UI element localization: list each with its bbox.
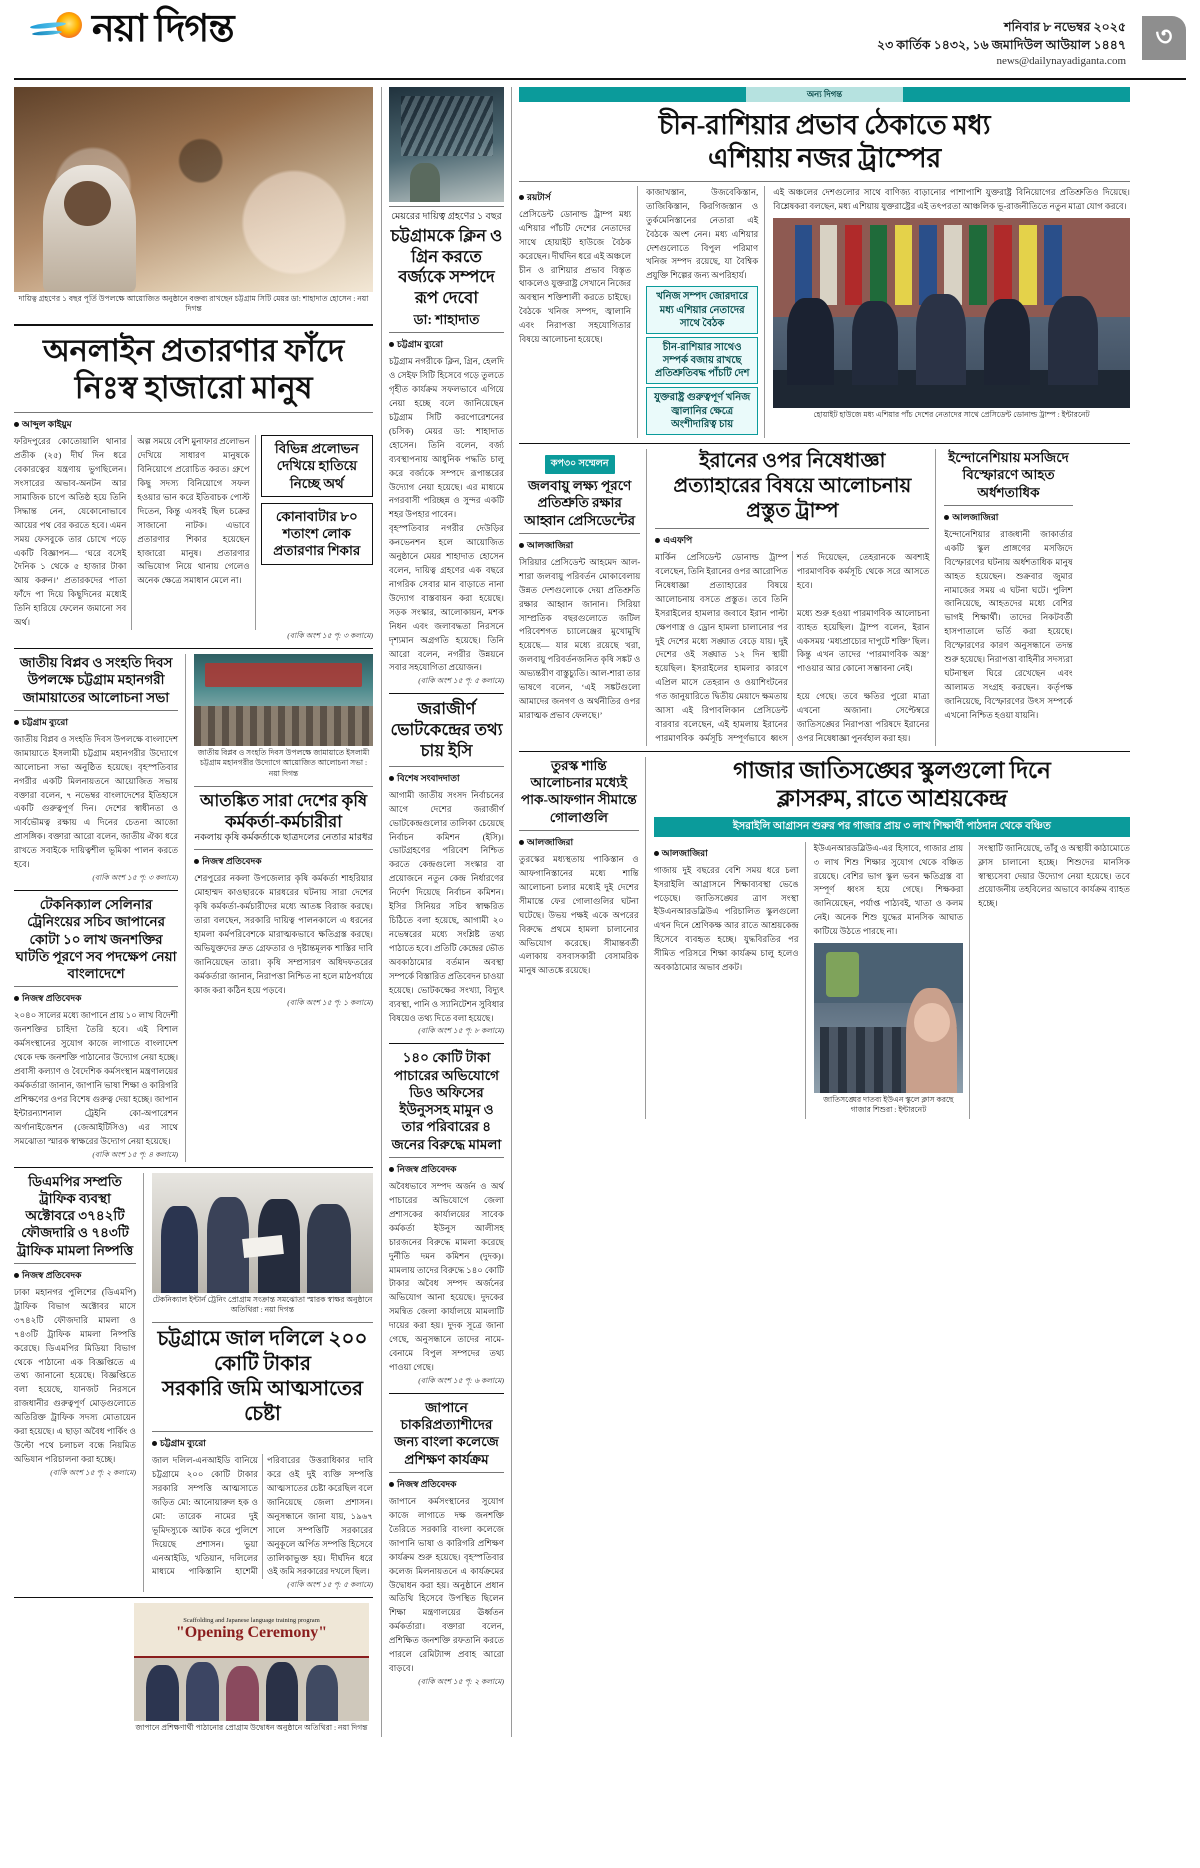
col2-top-body2: বৃহস্পতিবার নগরীর দেউড়ির কনভেনশন হলে আয়োজিত অনুষ্ঠানে মেয়র শাহাদাত হোসেন বলেন, দায়িত্ব গ্রহণের এক বছরে নাগরিক সেবার মান বাড়াতে নানা উদ্যোগ বাস্তবায়ন করা হয়েছে। সড়ক সংস্কার, আলোকায়ন, মশক নিধন এবং জলাবদ্ধতা নিরসনে দৃশ্যমান অগ্রগতি হয়েছে। তিনি আরো বলেন, নগরীর উন্নয়নে সবার সহযোগিতা প্রয়োজন। [389,523,504,673]
pullquote1-line2: দেখিয়ে হাতিয়ে [276,458,358,474]
col2-bottom-byline: নিজস্ব প্রতিবেদক [389,1477,504,1492]
lead-headline-line2[interactable]: নিঃস্ব হাজারো মানুষ [74,370,313,406]
iran-body-1: মার্কিন প্রেসিডেন্ট ডোনাল্ড ট্রাম্প বলেছেন, তিনি ইরানের ওপর আরোপিত নিষেধাজ্ঞা প্রত্যাহারের বিষয়ে আলোচনায় বসতে প্রস্তুত। তবে তিনি শর্ত দিয়েছেন, তেহরানকে অবশ্যই পারমাণবিক কর্মসূচি থেকে সরে আসতে হবে। [655,552,930,604]
colA-mid2-jump[interactable]: (বাকি অংশ ১৫ পৃ: ১ কলামে) [287,998,373,1008]
bullet-icon [519,543,524,548]
colA-mid2-kicker: নকলায় কৃষি কর্মকর্তাকে ছাত্রদলের নেতার মারধর [194,833,373,844]
col2-mid-byline: বিশেষ সংবাদদাতা [389,771,504,786]
gaza-headline-line1[interactable]: গাজার জাতিসঙ্ঘের স্কুলগুলো দিনে [733,757,1051,783]
colA-mid1-headline[interactable]: জাতীয় বিপ্লব ও সংহতি দিবস উপলক্ষে চট্টগ্রাম মহানগরী জামায়াতের আলোচনা সভা [19,655,173,705]
column-2 [382,87,512,1737]
colA-mid3-byline: নিজস্ব প্রতিবেদক [14,991,178,1006]
opening-banner-subtitle: Scaffolding and Japanese language training program [183,1617,320,1625]
indonesia-headline[interactable]: ইন্দোনেশিয়ায় মসজিদে বিস্ফোরণে আহত অর্ধশতাধিক [948,450,1069,500]
turkey-body: তুরস্কের মধ্যস্থতায় পাকিস্তান ও আফগানিস্তানের মধ্যে শান্তি আলোচনা চলার মধ্যেই দুই দেশের সীমান্তে ফের গোলাগুলির ঘটনা ঘটেছে। উভয় পক্ষই একে অপরের বিরুদ্ধে প্রথমে হামলা চালানোর অভিযোগ করেছে। সীমান্তবর্তী এলাকায় বসবাসকারী বেসামরিক মানুষ আতঙ্কে রয়েছে। [519,853,639,976]
page-number-badge: ৩ [1142,16,1186,60]
colA-bottom-body: জাল দলিল-এনআইডি বানিয়ে চট্টগ্রামে ২০০ কোটি টাকার সরকারি সম্পত্তি আত্মসাতে জড়িত মো: আনোয়ারুল হক ও মো: তারেক নামের দুই ভূমিদস্যুকে আটক করে পুলিশে দিয়েছে প্রশাসন। ভুয়া এনআইডি, খতিয়ান, দলিলের মাধ্যমে পাকিস্তানি হাশেমী পরিবারের উত্তরাধিকার দাবি করে ওই দুই ব্যক্তি সম্পত্তি আত্মসাতের চেষ্টা করেছিল বলে জানিয়েছে জেলা প্রশাসন। অনুসন্ধানে জানা যায়, ১৯৬৭ সালে সম্পত্তিটি সরকারের অনুকূলে অর্পিত সম্পত্তি হিসেবে তালিকাভুক্ত হয়। দীর্ঘদিন ধরে ওই জমি সরকারের দখলে ছিল। [151,1455,373,1577]
bullet-icon [14,1273,19,1278]
indonesia-byline: আলজাজিরা [944,510,1072,525]
lead-body-text-2: অল্প সময়ে বেশি মুনাফার প্রলোভন দেখিয়ে সাধারণ মানুষকে বিনিয়োগে প্ররোচিত করত। গ্রুপে কিছু সদস্য বিনিয়োগে সফল হওয়ার ভান করে ইতিবাচক পোস্ট দিতেন, কিন্তু এসবই ছিল চক্রের সাজানো নাটক। এভাবে প্রতারণার শিকার হয়েছেন হাজারো মানুষ। প্রতারণার অভিযোগ নিয়ে থানায় গেলেও অনেক ক্ষেত্রে সমাধান মেলে না। [137,436,250,586]
col2-top-subhead: ডা: শাহাদাত [413,311,480,327]
colA-mid3-jump[interactable]: (বাকি অংশ ১৫ পৃ: ৪ কলামে) [92,1149,179,1159]
opening-ceremony-caption: জাপানে প্রশিক্ষণার্থী পাঠানোর প্রোগ্রাম উদ্বোধন অনুষ্ঠানে অতিথিরা : নয়া দিগন্ত [135,1723,368,1733]
iran-byline: এএফপি [655,533,929,548]
china-tag-1: খনিজ সম্পদ জোরদারে মধ্য এশিয়ার নেতাদের সাথে বৈঠক [646,286,758,334]
contact-email[interactable]: news@dailynayadiganta.com [996,55,1126,68]
section-banner-label: অন্য দিগন্ত [806,88,843,99]
colA-mid1-jump[interactable]: (বাকি অংশ ১৫ পৃ: ৩ কলামে) [92,873,179,883]
china-headline-line2[interactable]: এশিয়ায় নজর ট্রাম্পের [708,142,941,173]
bullet-icon [655,538,660,543]
col2-low-byline: নিজস্ব প্রতিবেদক [389,1162,504,1177]
pullquote2-line1: কোনাবাটার ৮০ [275,508,358,524]
china-byline: রয়টার্স [519,190,631,205]
lead-body-columns [14,435,373,630]
bullet-icon [389,342,394,347]
date-bengali-hijri: ২৩ কার্তিক ১৪৩২, ১৬ জমাদিউল আউয়াল ১৪৪৭ [877,38,1126,53]
cop30-byline: আলজাজিরা [519,538,640,553]
bullet-icon [389,1482,394,1487]
col2-top-photo [389,87,504,202]
cop30-tag: কপ৩০ সম্মেলন [545,455,615,474]
col2-top-body: চট্টগ্রাম নগরীকে ক্লিন, গ্রিন, হেলদি ও সেইফ সিটি হিসেবে গড়ে তুলতে গৃহীত কার্যক্রম সফলভাবে এগিয়ে নেয়া হচ্ছে বলে জানিয়েছেন চট্টগ্রাম সিটি করপোরেশনের (চসিক) মেয়র ডা: শাহাদাত হোসেন। তিনি বলেন, বর্জ্য ব্যবস্থাপনায় আধুনিক পদ্ধতি চালু করে বর্জ্যকে সম্পদে রূপান্তরের উদ্যোগ নেয়া হয়েছে। এর মাধ্যমে নগরবাসী পরিচ্ছন্ন ও সুন্দর একটি শহর উপহার পাবেন। [389,356,504,520]
bullet-icon [14,422,19,427]
colA-mid1-photo [194,654,373,746]
colA-mid2-body: শেরপুরের নকলা উপজেলার কৃষি কর্মকর্তা শাহরিয়ার মোহাম্মদ কাওছারকে মারধরের ঘটনায় সারা দেশের কৃষি কর্মকর্তা-কর্মচারীদের মধ্যে আতঙ্ক বিরাজ করছে। তারা বলছেন, সরকারি দায়িত্ব পালনকালে এ ধরনের হামলা কর্মপরিবেশকে মারাত্মকভাবে ক্ষতিগ্রস্ত করছে। অভিযুক্তদের দ্রুত গ্রেফতার ও দৃষ্টান্তমূলক শাস্তির দাবি জানিয়েছেন তারা। কৃষি সম্প্রসারণ অধিদফতরের কর্মকর্তারা জানান, নিরাপত্তা নিশ্চিত না হলে মাঠপর্যায়ে কাজ করা কঠিন হয়ে পড়বে। [194,873,373,995]
newspaper-logo[interactable] [14,10,234,50]
col2-mid-headline[interactable]: জরাজীর্ণ ভোটকেন্দ্রের তথ্য চায় ইসি [390,699,503,760]
iran-body-3: গত জানুয়ারিতে দ্বিতীয় মেয়াদে ক্ষমতায় আসা এই রিপাবলিকান প্রেসিডেন্ট বারবার বলেছেন, এই হামলায় ইরানের পারমাণবিক কর্মসূচি সম্পূর্ণভাবে ধ্বংস হয়ে গেছে। তবে ক্ষতির পুরো মাত্রা এখনো অজানা। সেপ্টেম্বরে জাতিসঙ্ঘের নিরাপত্তা পরিষদে ইরানের ওপর নিষেধাজ্ঞা পুনর্বহাল করা হয়। [655,691,930,743]
colA-mid3-body: ২০৪০ সালের মধ্যে জাপানে প্রায় ১০ লাখ বিদেশী জনশক্তির চাহিদা তৈরি হবে। এই বিশাল কর্মসংস্থানের সুযোগ কাজে লাগাতে বাংলাদেশ থেকে দক্ষ জনশক্তি পাঠানোর উদ্যোগ নেয়া হচ্ছে। প্রবাসী কল্যাণ ও বৈদেশিক কর্মসংস্থান মন্ত্রণালয়ের কর্মকর্তারা জানান, জাপানি ভাষা শিক্ষা ও কারিগরি প্রশিক্ষণের ওপর বিশেষ গুরুত্ব দেয়া হচ্ছে। জাপান ইন্টারন্যাশনাল ট্রেইনি কো-অপারেশন অর্গানাইজেশন (জেআইটিসিও) এর সাথে সমঝোতা স্মারক স্বাক্ষরের উদ্যোগ নেয়া হয়েছে। [14,1010,179,1146]
colA-bottom-headline-line2[interactable]: সরকারি জমি আত্মসাতের চেষ্টা [161,1378,364,1426]
col2-bottom-body: জাপানে কর্মসংস্থানের সুযোগ কাজে লাগাতে দক্ষ জনশক্তি তৈরিতে সরকারি বাংলা কলেজে জাপানি ভাষা ও কারিগরি প্রশিক্ষণ কার্যক্রম শুরু হয়েছে। বৃহস্পতিবার কলেজ মিলনায়তনে এ কার্যক্রমের উদ্বোধন করা হয়। অনুষ্ঠানে প্রধান অতিথি হিসেবে উপস্থিত ছিলেন শিক্ষা মন্ত্রণালয়ের ঊর্ধ্বতন কর্মকর্তারা। বক্তারা বলেন, প্রশিক্ষিত জনশক্তি রফতানি করতে পারলে রেমিট্যান্স প্রবাহ আরো বাড়বে। [389,1495,504,1674]
col2-top-byline: চট্টগ্রাম ব্যুরো [389,337,504,352]
cop30-body: সিরিয়ার প্রেসিডেন্ট আহমেদ আল-শারা জলবায়ু পরিবর্তন মোকাবেলায় উন্নত দেশগুলোকে দেয়া প্রতিশ্রুতি রক্ষার আহ্বান জানান। সিরিয়া সাম্প্রতিক বছরগুলোতে জটিল পরিবেশগত চ্যালেঞ্জের মুখোমুখি হয়েছে— যার মধ্যে রয়েছে খরা, জলবায়ু পরিবর্তনজনিত কৃষি সঙ্কট ও অভ্যন্তরীণ বাস্তুচ্যুতি। আল-শারা তার ভাষণে বলেন, ‘এই সঙ্কটগুলো আমাদের জনগণ ও অর্থনীতির ওপর মারাত্মক প্রভাব ফেলছে।’ [519,556,641,720]
china-body-1: প্রেসিডেন্ট ডোনাল্ড ট্রাম্প মধ্য এশিয়ার পাঁচটি দেশের নেতাদের সাথে হোয়াইট হাউজে বৈঠক করেছেন। দীর্ঘদিন ধরে এই অঞ্চলে চীন ও রাশিয়ার প্রভাব বিস্তৃত থাকলেও যুক্তরাষ্ট্র সেখানে নিজের অবস্থান শক্তিশালী করতে চাইছে। বৈঠকে খনিজ সম্পদ, জ্বালানি এবং নিরাপত্তা সহযোগিতার বিষয়ে আলোচনা হয়েছে। [519,208,632,345]
right-package [512,87,1130,1737]
page-content [14,80,1186,1737]
lead-body-text: ফরিদপুরের কোতোয়ালি থানার প্রতীক (২৫) দীর্ঘ দিন ধরে বেকারত্বের যন্ত্রণায় ভুগছিলেন। সংসারের অভাব-অনটন আর সামাজিক চাপে অতিষ্ঠ হয়ে তিনি সিদ্ধান্ত নেন, যেকোনোভাবে আয়ের পথ বের করতে হবে। এমন সময় ফেসবুকে তার চোখে পড়ে একটি বিজ্ঞাপন— ‘ঘরে বসেই দৈনিক ১ থেকে ৫ হাজার টাকা আয় করুন।’ প্রতারকদের পাতা ফাঁদে পা দিয়ে কিছুদিনের মধ্যেই তিনি হারিয়ে ফেলেন জমানো সব অর্থ। [14,436,127,628]
gaza-photo [814,943,964,1093]
colA-bottom-byline: চট্টগ্রাম ব্যুরো [152,1436,373,1451]
col2-bottom-headline[interactable]: জাপানে চাকরিপ্রত্যাশীদের জন্য বাংলা কলেজে প্রশিক্ষণ কার্যক্রম [394,1399,499,1467]
china-tag-3: যুক্তরাষ্ট্র গুরুত্বপূর্ণ খনিজ জ্বালানির ক্ষেত্রে অংশীদারিত্ব চায় [646,387,758,435]
turkey-block [519,757,646,1119]
gaza-body-1: গাজায় দুই বছরের বেশি সময় ধরে চলা ইসরাইলি আগ্রাসনে শিক্ষাব্যবস্থা ভেঙে পড়েছে। জাতিসঙ্ঘের ত্রাণ সংস্থা ইউএনআরডব্লিউএ পরিচালিত স্কুলগুলো এখন দিনে শ্রেণিকক্ষ আর রাতে আশ্রয়কেন্দ্র হিসেবে ব্যবহৃত হচ্ছে। যুদ্ধবিরতির পর সীমিত পরিসরে শিক্ষা কার্যক্রম চালু হলেও অবকাঠামোর অভাব প্রকট। [653,864,799,973]
colA-bottom-jump[interactable]: (বাকি অংশ ১৫ পৃ: ৫ কলামে) [287,1580,373,1590]
bullet-icon [152,1441,157,1446]
pullquote1-line1: বিভিন্ন প্রলোভন [274,441,359,457]
col2-top-headline[interactable]: চট্টগ্রামকে ক্লিন ও গ্রিন করতে বর্জ্যকে সম্পদে রূপ দেবো [390,225,503,308]
colA-low-headline[interactable]: ডিএমপির সম্প্রতি ট্রাফিক ব্যবস্থা অক্টোবরে ৩৭৪২টি ফৌজদারি ও ৭৪৩টি ট্রাফিক মামলা নিষ্পত্তি [16,1173,134,1258]
sun-wave-logo-icon [30,10,88,50]
bullet-icon [944,515,949,520]
china-body-3: এই অঞ্চলের দেশগুলোর সাথে বাণিজ্য বাড়ানোর পাশাপাশি যুক্তরাষ্ট্র বিনিয়োগের প্রতিশ্রুতিও দিয়েছে। বিশ্লেষকরা বলছেন, মধ্য এশিয়ায় যুক্তরাষ্ট্রের এই তৎপরতা আঞ্চলিক ভূ-রাজনীতিতে নতুন মাত্রা যোগ করবে। [773,186,1130,211]
col2-low-jump[interactable]: (বাকি অংশ ১৫ পৃ: ৬ কলামে) [418,1375,504,1385]
colA-low-body: ঢাকা মহানগর পুলিশের (ডিএমপি) ট্রাফিক বিভাগ অক্টোবর মাসে ৩৭৪২টি ফৌজদারি মামলা ও ৭৪৩টি ট্রাফিক মামলা নিষ্পত্তি করেছে। ডিএমপির মিডিয়া বিভাগ থেকে পাঠানো এক বিজ্ঞপ্তিতে এ তথ্য জানানো হয়েছে। বিজ্ঞপ্তিতে বলা হয়েছে, যানজট নিরসনে রাজধানীর গুরুত্বপূর্ণ মোড়গুলোতে অতিরিক্ত ট্রাফিক সদস্য মোতায়েন করা হয়েছে। এ ছাড়া অবৈধ পার্কিং ও উল্টো পথে চলাচল বন্ধে নিয়মিত অভিযান পরিচালনা করা হচ্ছে। [14,1286,136,1464]
bullet-icon [654,851,659,856]
lead-photo [14,87,373,292]
china-photo [773,218,1130,408]
column-left [14,87,382,1737]
iran-headline[interactable]: ইরানের ওপর নিষেধাজ্ঞা প্রত্যাহারের বিষয়ে আলোচনায় প্রস্তুত ট্রাম্প [673,450,912,523]
colA-low-jump[interactable]: (বাকি অংশ ১৫ পৃ: ২ কলামে) [50,1467,136,1477]
opening-ceremony-block [134,1603,369,1736]
lead-byline: আব্দুল কাইয়ুম [14,417,373,432]
bullet-icon [519,195,524,200]
date-gregorian: শনিবার ৮ নভেম্বর ২০২৫ [1004,20,1126,34]
colA-mid3-headline[interactable]: টেকনিক্যাল সেলিনার ট্রেনিংয়ের সচিব জাপানের কোটা ১০ লাখ জনশক্তির ঘাটতি পূরণে সব পদক্ষেপ নেয়া বাংলাদেশে [15,897,177,982]
bullet-icon [14,996,19,1001]
colA-bottom-headline-line1[interactable]: চট্টগ্রামে জাল দলিলে ২০০ কোটি টাকার [157,1328,368,1376]
col2-bottom-jump[interactable]: (বাকি অংশ ১৫ পৃ: ২ কলামে) [418,1676,504,1686]
pullquote2-line2: শতাংশ লোক [282,526,351,542]
gaza-byline: আলজাজিরা [654,846,799,861]
pullquote1-line3: নিচ্ছে অর্থ [289,475,344,491]
colA-mid1-byline: চট্টগ্রাম ব্যুরো [14,715,178,730]
colA-mid3-photo [152,1173,373,1293]
pullquote2-line3: প্রতারণার শিকার [273,543,361,559]
lead-jump-note[interactable]: (বাকি অংশ ১৫ পৃ: ৩ কলামে) [287,631,373,641]
gaza-subhead-strip: ইসরাইলি আগ্রাসন শুরুর পর গাজার প্রায় ৩ লাখ শিক্ষার্থী পাঠদান থেকে বঞ্চিত [654,817,1130,837]
turkey-byline: আলজাজিরা [519,835,639,850]
bullet-icon [14,720,19,725]
colA-mid3-photo-caption: টেকনিক্যাল ইন্টার্ন ট্রেনিং প্রোগ্রাম সংক্রান্ত সমঝোতা স্মারক স্বাক্ষর অনুষ্ঠানে অতিথিরা : নয়া দিগন্ত [152,1294,373,1314]
col2-mid-jump[interactable]: (বাকি অংশ ১৫ পৃ: ৮ কলামে) [418,1026,504,1036]
logo-text: নয়া দিগন্ত [92,8,234,50]
bullet-icon [194,859,199,864]
gaza-body-3: সংস্থাটি জানিয়েছে, তাঁবু ও অস্থায়ী কাঠামোতে ক্লাস চালানো হচ্ছে। শিশুদের মানসিক স্বাস্থ্যসেবা দেয়ার উদ্যোগ নেয়া হয়েছে। তবে প্রয়োজনীয় তহবিলের অভাবে কার্যক্রম ব্যাহত হচ্ছে। [978,842,1130,909]
china-headline-line1[interactable]: চীন-রাশিয়ার প্রভাব ঠেকাতে মধ্য [658,110,991,140]
iran-body-2: ইসরাইলের হামলার জবাবে ইরান পাল্টা ক্ষেপণাস্ত্র ও ড্রোন হামলা চালানোর পর দুই দেশের মধ্যে সঙ্ঘাত বেড়ে যায়। দুই দেশের ওই সঙ্ঘাত ১২ দিন স্থায়ী হয়েছিল। ইসরাইলের হামলার কারণে এপ্রিল মাসে তেহরান ও ওয়াশিংটনের মধ্যে শুরু হওয়া পারমাণবিক আলোচনা ব্যাহত হয়েছিল। ট্রাম্প বলেন, ইরান একসময় ‘মধ্যপ্রাচ্যের দাপুটে শক্তি’ ছিল। কিন্তু এখন তাদের ‘পারমাণবিক অস্ত্র’ পাওয়ার আর কোনো সম্ভাবনা নেই। [655,607,930,688]
col2-mid-body: আগামী জাতীয় সংসদ নির্বাচনের আগে দেশের জরাজীর্ণ ভোটকেন্দ্রগুলোর তালিকা চেয়েছে নির্বাচন কমিশন (ইসি)। ভোটগ্রহণের পরিবেশ নিশ্চিত করতে কেন্দ্রগুলো সংস্কার বা প্রয়োজনে নতুন কেন্দ্র নির্ধারণের নির্দেশ দিয়েছে নির্বাচন কমিশন। ইসির সিনিয়র সচিব স্বাক্ষরিত চিঠিতে বলা হয়েছে, আগামী ২০ নভেম্বরের মধ্যে সংশ্লিষ্ট তথ্য পাঠাতে হবে। প্রতিটি কেন্দ্রের ভৌত অবকাঠামোর বর্তমান অবস্থা সম্পর্কে বিস্তারিত প্রতিবেদন চাওয়া হয়েছে। ভোটকক্ষের সংখ্যা, বিদ্যুৎ ব্যবস্থা, পানি ও স্যানিটেশন সুবিধার বিষয়েও তথ্য দিতে বলা হয়েছে। [389,789,504,1023]
col2-top-kicker: মেয়রের দায়িত্ব গ্রহণের ১ বছর [391,212,502,222]
col2-top-jump[interactable]: (বাকি অংশ ১৫ পৃ: ৫ কলামে) [418,676,504,686]
lead-headline-line1[interactable]: অনলাইন প্রতারণার ফাঁদে [43,332,344,368]
bullet-icon [389,776,394,781]
bullet-icon [389,1167,394,1172]
gaza-headline-line2[interactable]: ক্লাসরুম, রাতে আশ্রয়কেন্দ্র [776,785,1007,811]
col2-low-body: অবৈধভাবে সম্পদ অর্জন ও অর্থ পাচারের অভিযোগে জেলা প্রশাসকের কার্যালয়ের সাবেক কর্মকর্তা ইউনুস আলীসহ চারজনের বিরুদ্ধে মামলা করেছে দুর্নীতি দমন কমিশন (দুদক)। মামলায় তাদের বিরুদ্ধে ১৪০ কোটি টাকার অবৈধ সম্পদ অর্জনের অভিযোগ আনা হয়েছে। দুদকের সমন্বিত জেলা কার্যালয়ে মামলাটি দায়ের করা হয়। দুদক সূত্রে জানা গেছে, অনুসন্ধানে তাদের নামে-বেনামে বিপুল সম্পদের তথ্য পাওয়া গেছে। [389,1181,504,1372]
masthead [14,10,1186,80]
col2-low-headline[interactable]: ১৪০ কোটি টাকা পাচারের অভিযোগে ডিও অফিসের ইউনুসসহ মামুন ও তার পরিবারের ৪ জনের বিরুদ্ধে মামলা [391,1050,502,1152]
lead-photo-caption: দায়িত্ব গ্রহণের ১ বছর পূর্তি উপলক্ষে আয়োজিত অনুষ্ঠানে বক্তব্য রাখছেন চট্টগ্রাম সিটি মেয়র ডা: শাহাদাত হোসেন : নয়া দিগন্ত [18,294,369,314]
gaza-body-2: ইউএনআরডব্লিউএ-এর হিসাবে, গাজার প্রায় ৩ লাখ শিশু শিক্ষার সুযোগ থেকে বঞ্চিত রয়েছে। বেশির ভাগ স্কুল ভবন ক্ষতিগ্রস্ত বা সম্পূর্ণ ধ্বংস হয়ে গেছে। শিক্ষকরা জানিয়েছেন, পর্যাপ্ত পাঠ্যবই, খাতা ও কলম নেই। অনেক শিশু যুদ্ধের মানসিক আঘাত কাটিয়ে উঠতে পারছে না। [813,842,964,937]
masthead-dateblock [877,10,1186,70]
opening-banner-title: "Opening Ceremony" [175,1624,328,1642]
bullet-icon [519,840,524,845]
lead-pullquote-2 [261,503,373,565]
colA-mid2-byline: নিজস্ব প্রতিবেদক [194,854,373,869]
china-body-2: কাজাখস্তান, উজবেকিস্তান, তাজিকিস্তান, কিরগিজস্তান ও তুর্কমেনিস্তানের নেতারা এই বৈঠকে অংশ নেন। মধ্য এশিয়ার দেশগুলোতে বিপুল পরিমাণ খনিজ সম্পদ রয়েছে, যা বৈশ্বিক প্রযুক্তি শিল্পের জন্য অপরিহার্য। [646,186,759,281]
opening-ceremony-photo [134,1603,369,1721]
section-banner-anya-diganta [519,87,1130,102]
colA-mid2-headline[interactable]: আতঙ্কিত সারা দেশের কৃষি কর্মকর্তা-কর্মচারীরা [199,790,368,831]
lead-pullquote-1 [261,435,373,497]
turkey-headline[interactable]: তুরস্ক শান্তি আলোচনার মধ্যেই পাক-আফগান সীমান্তে গোলাগুলি [520,757,637,825]
colA-mid1-body: জাতীয় বিপ্লব ও সংহতি দিবস উপলক্ষে বাংলাদেশ জামায়াতে ইসলামী চট্টগ্রাম মহানগরীর উদ্যোগে আলোচনা সভা অনুষ্ঠিত হয়েছে। বৃহস্পতিবার নগরীর একটি মিলনায়তনে আয়োজিত সভায় বক্তারা বলেন, ৭ নভেম্বর বাংলাদেশের ইতিহাসে একটি গুরুত্বপূর্ণ দিন। দেশের স্বাধীনতা ও সার্বভৌমত্ব রক্ষায় এ দিনের চেতনা আজো প্রাসঙ্গিক। বক্তারা আরো বলেন, জাতীয় ঐক্য ধরে রাখতে সবাইকে দায়িত্বশীল ভূমিকা পালন করতে হবে। [14,733,179,870]
china-tag-2: চীন-রাশিয়ার সাথেও সম্পর্ক বজায় রাখছে প্রতিশ্রুতিবদ্ধ পাঁচটি দেশ [646,337,758,385]
china-photo-caption: হোয়াইট হাউজে মধ্য এশিয়ার পাঁচ দেশের নেতাদের সাথে প্রেসিডেন্ট ডোনাল্ড ট্রাম্প : ইন্টারনেট [813,409,1090,419]
gaza-photo-caption: জাতিসঙ্ঘের দাতব্য ইউএন স্কুলে ক্লাস করছে গাজার শিশুরা : ইন্টারনেট [823,1095,954,1115]
cop30-tag-wrap [519,453,640,474]
cop30-headline[interactable]: জলবায়ু লক্ষ্য পূরণে প্রতিশ্রুতি রক্ষার আহ্বান প্রেসিডেন্টের [524,478,636,528]
indonesia-body: ইন্দোনেশিয়ার রাজধানী জাকার্তার একটি স্কুল প্রাঙ্গণের মসজিদে বিস্ফোরণের ঘটনায় অর্ধশতাধিক মানুষ আহত হয়েছেন। শুক্রবার জুমার নামাজের সময় এ ঘটনা ঘটে। পুলিশ জানিয়েছে, আহতদের মধ্যে বেশির ভাগই শিক্ষার্থী। তাদের নিকটবর্তী হাসপাতালে ভর্তি করা হয়েছে। বিস্ফোরণের কারণ অনুসন্ধানে তদন্ত শুরু হয়েছে। নিরাপত্তা বাহিনীর সদস্যরা ঘটনাস্থল ঘিরে রেখেছেন এবং আলামত সংগ্রহ করছেন। কর্তৃপক্ষ জানিয়েছে, বিস্ফোরণের উৎস সম্পর্কে এখনো নিশ্চিত হওয়া যায়নি। [944,528,1073,720]
gaza-block [654,757,1130,1119]
colA-mid1-photo-caption: জাতীয় বিপ্লব ও সংহতি দিবস উপলক্ষে জামায়াতে ইসলামী চট্টগ্রাম মহানগরীর উদ্যোগে আয়োজিত আলোচনা সভা : নয়া দিগন্ত [197,748,370,778]
colA-low-byline: নিজস্ব প্রতিবেদক [14,1268,136,1283]
